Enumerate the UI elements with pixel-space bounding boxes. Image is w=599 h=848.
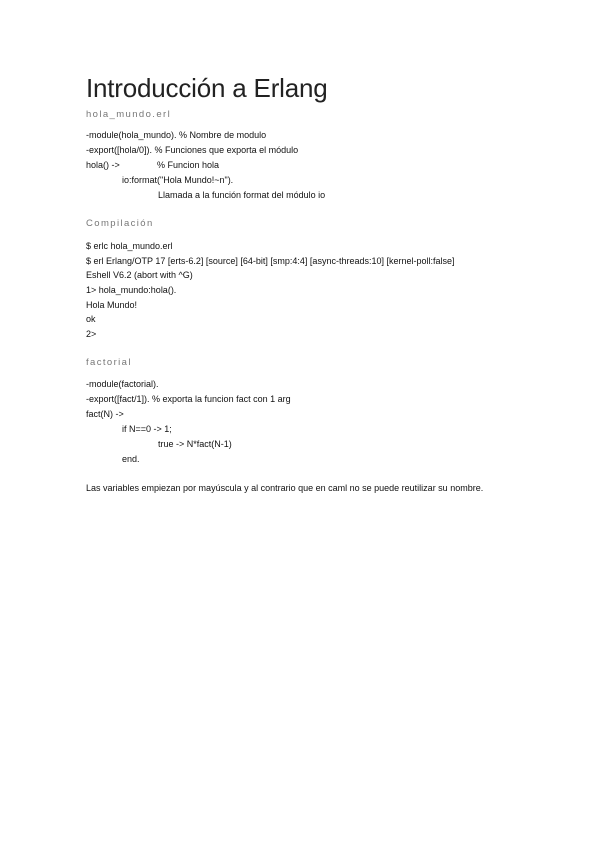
code-line: -export([fact/1]). % exporta la funcion fact con 1 arg [86,394,291,404]
console-line: $ erl Erlang/OTP 17 [erts-6.2] [source] [64-bit] [smp:4:4] [async-threads:10] [kernel-poll:false] [86,256,455,266]
code-line: io:format("Hola Mundo!~n"). [122,175,234,185]
code-line: hola() -> [86,160,120,170]
code-line: true -> N*fact(N-1) [158,439,232,449]
console-line: 1> hola_mundo:hola(). [86,285,177,295]
console-line: Hola Mundo! [86,300,138,310]
console-line: Eshell V6.2 (abort with ^G) [86,270,193,280]
code-line: -module(hola_mundo). % Nombre de modulo [86,130,267,140]
console-line: $ erlc hola_mundo.erl [86,241,173,251]
page-title: Introducción a Erlang [86,73,328,103]
code-line: if N==0 -> 1; [122,424,172,434]
note-paragraph: Las variables empiezan por mayúscula y al contrario que en caml no se puede reutilizar su nombre. [86,483,484,493]
code-line: fact(N) -> [86,409,124,419]
section-heading-compilacion: Compilación [86,218,154,229]
console-line: 2> [86,329,97,339]
console-line: ok [86,314,96,324]
section-heading-factorial: factorial [86,357,132,368]
code-comment: % Funcion hola [157,160,220,170]
code-line: end. [122,454,140,464]
code-line: -module(factorial). [86,379,159,389]
code-line: -export([hola/0]). % Funciones que exporta el módulo [86,145,299,155]
code-comment: Llamada a la función format del módulo io [158,190,326,200]
section-heading-hola-mundo: hola_mundo.erl [86,109,172,120]
